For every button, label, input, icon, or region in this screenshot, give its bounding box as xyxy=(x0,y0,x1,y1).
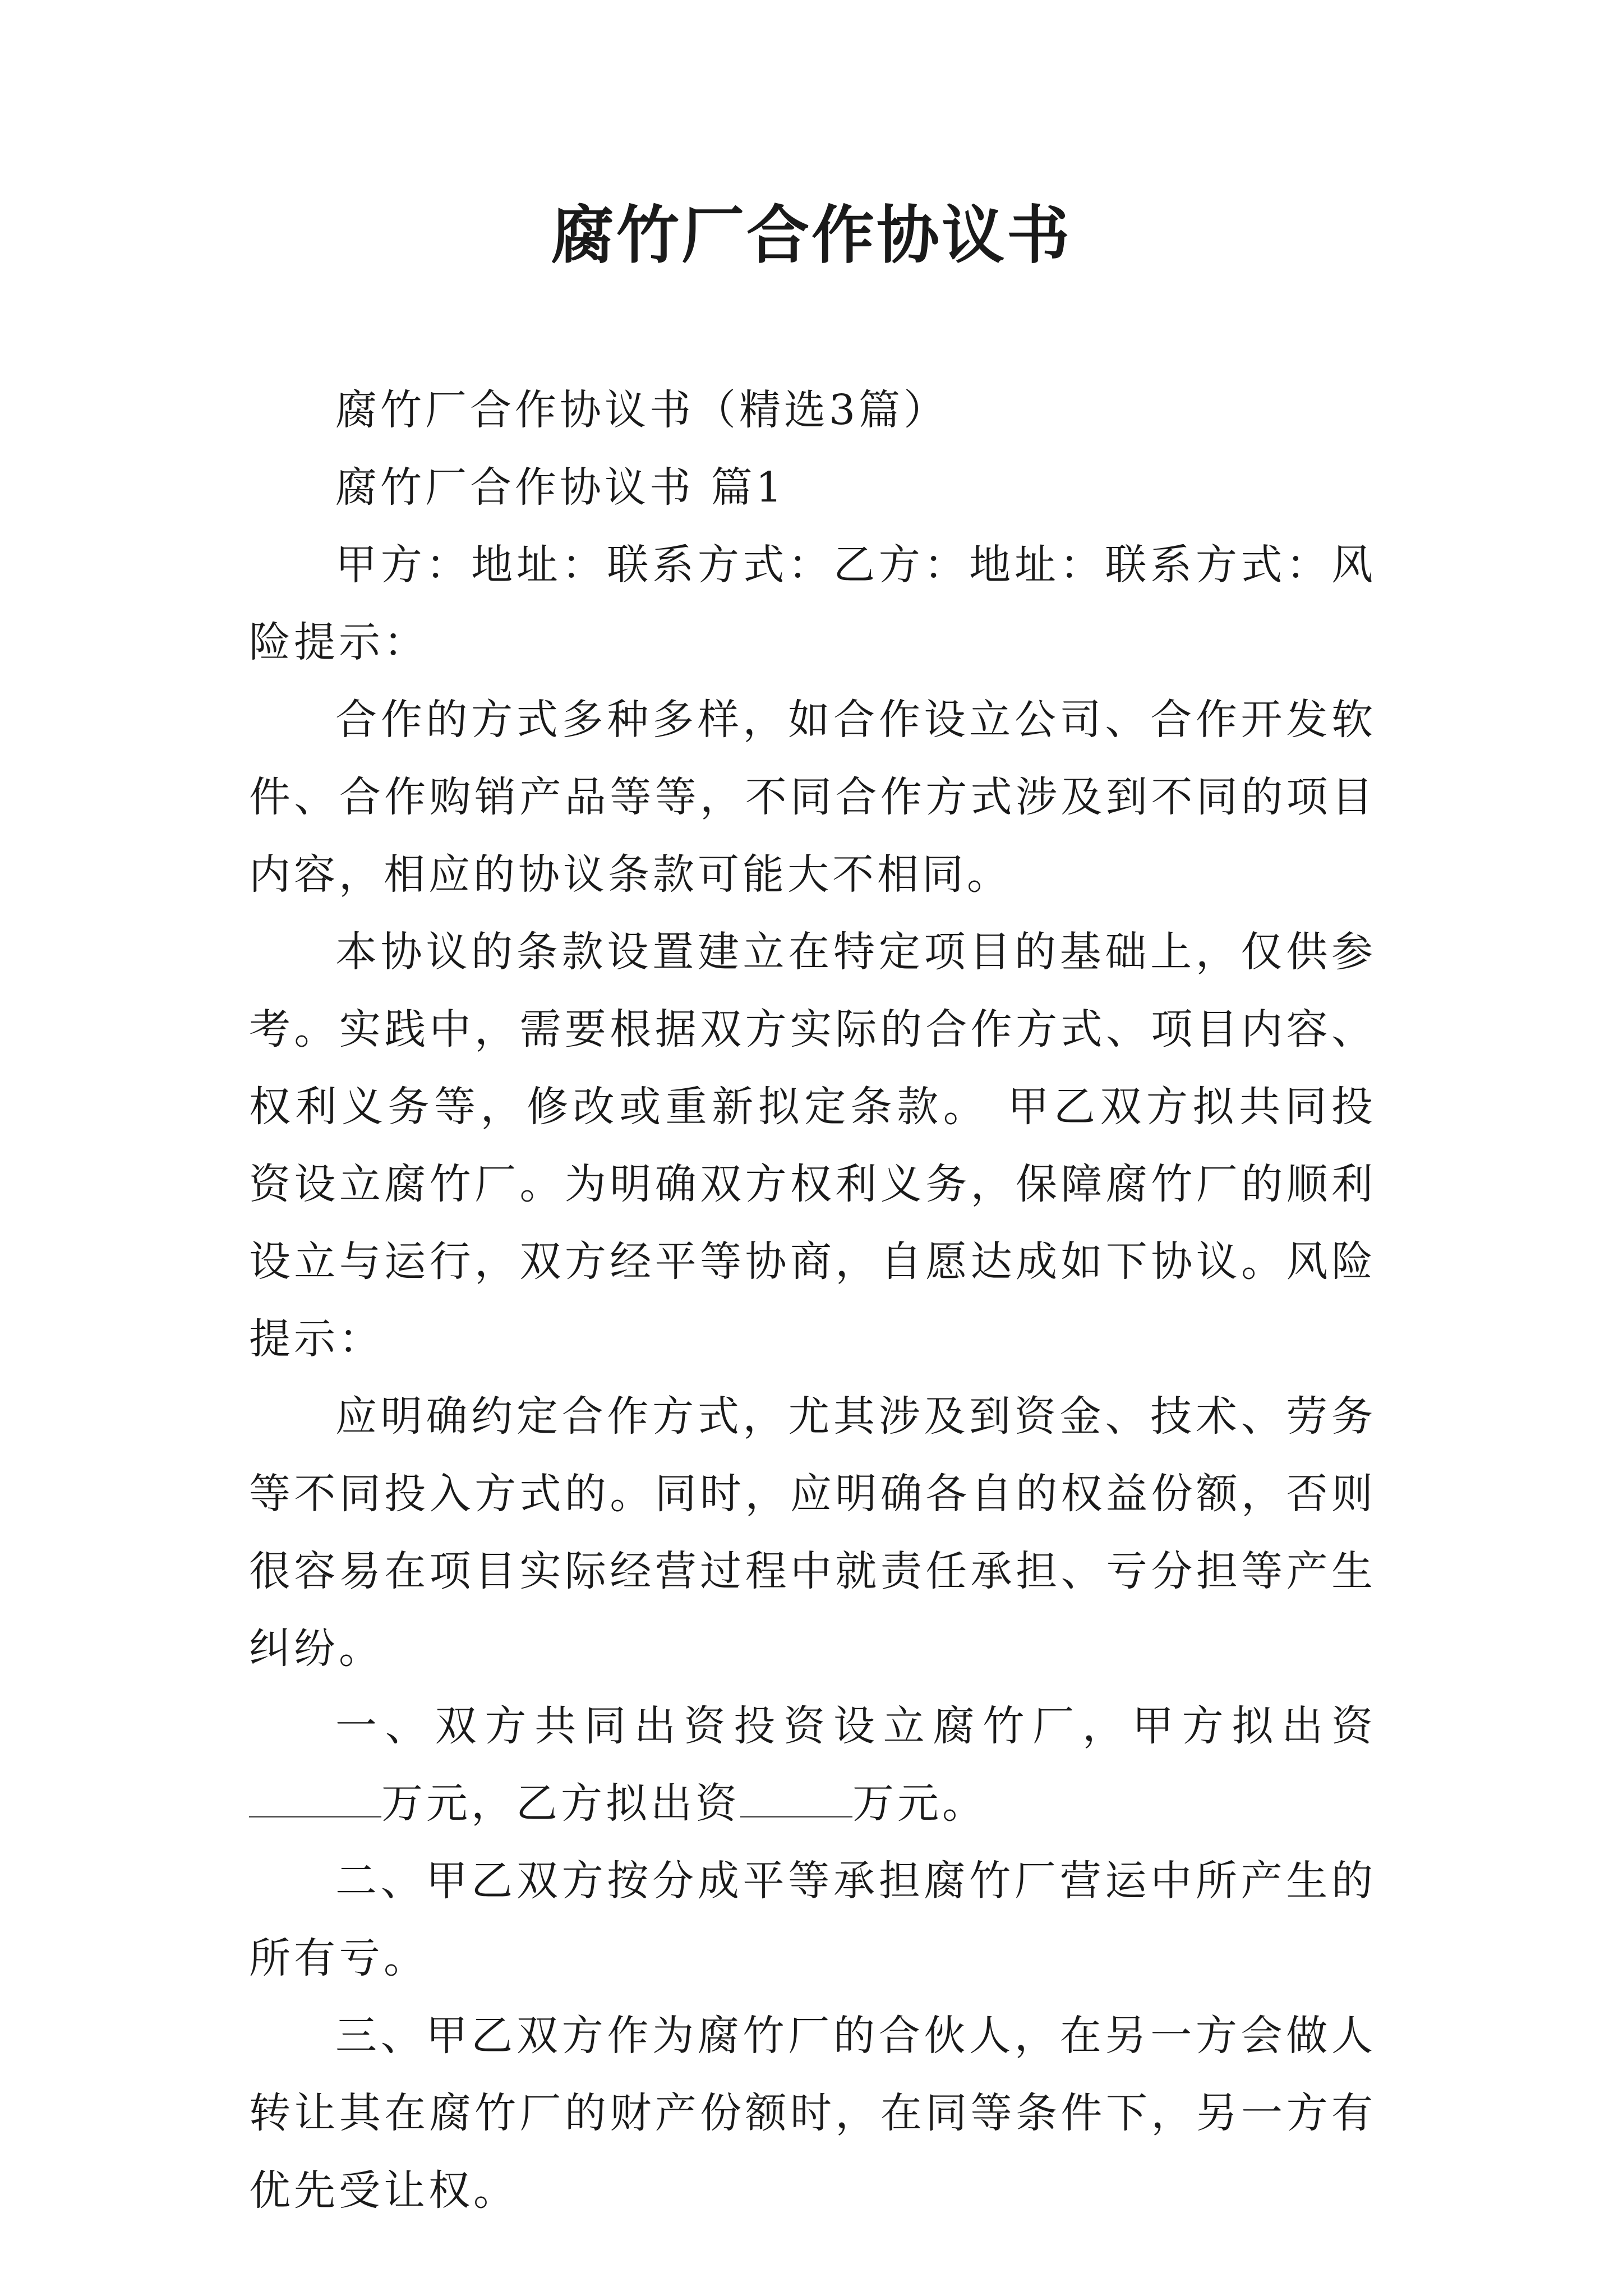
section-heading: 腐竹厂合作协议书 篇1 xyxy=(335,463,786,512)
paragraph-cooperation: 合作的方式多种多样，如合作设立公司、合作开发软件、合作购销产品等等，不同合作方式涉及到不同的项目内容，相应的协议条款可能大不相同。 xyxy=(249,696,1376,899)
clause-3: 三、甲乙双方作为腐竹厂的合伙人，在另一方会做人转让其在腐竹厂的财产份额时，在同等条件下，另一方有优先受让权。 xyxy=(249,2012,1376,2215)
document-subtitle: 腐竹厂合作协议书（精选3篇） xyxy=(335,386,949,434)
document-title: 腐竹厂合作协议书 xyxy=(551,199,1072,272)
parties-line: 甲方：地址：联系方式：乙方：地址：联系方式：风险提示： xyxy=(249,541,1376,666)
blank-amount-party-b xyxy=(740,1780,852,1818)
clause-1-text-b: 万元，乙方拟出资 xyxy=(381,1779,740,1828)
blank-amount-party-a xyxy=(249,1780,381,1818)
paragraph-risk: 应明确约定合作方式，尤其涉及到资金、技术、劳务等不同投入方式的。同时，应明确各自的权益份额，否则很容易在项目实际经营过程中就责任承担、亏分担等产生纠纷。 xyxy=(249,1392,1376,1673)
clause-1-text-a: 一、双方共同出资投资设立腐竹厂，甲方拟出资 xyxy=(335,1702,1376,1750)
paragraph-reference: 本协议的条款设置建立在特定项目的基础上，仅供参考。实践中，需要根据双方实际的合作方式、项目内容、权利义务等，修改或重新拟定条款。 甲乙双方拟共同投资设立腐竹厂。为明确双方权利义务，保障腐竹厂的顺利设立与运行，双方经平等协商，自愿达成如下协议。风险提示： xyxy=(249,928,1376,1363)
clause-1 xyxy=(249,1687,1376,1842)
clause-1-text-c: 万元。 xyxy=(852,1779,987,1828)
clause-2: 二、甲乙双方按分成平等承担腐竹厂营运中所产生的所有亏。 xyxy=(249,1857,1376,1982)
document-body xyxy=(249,371,1376,2229)
